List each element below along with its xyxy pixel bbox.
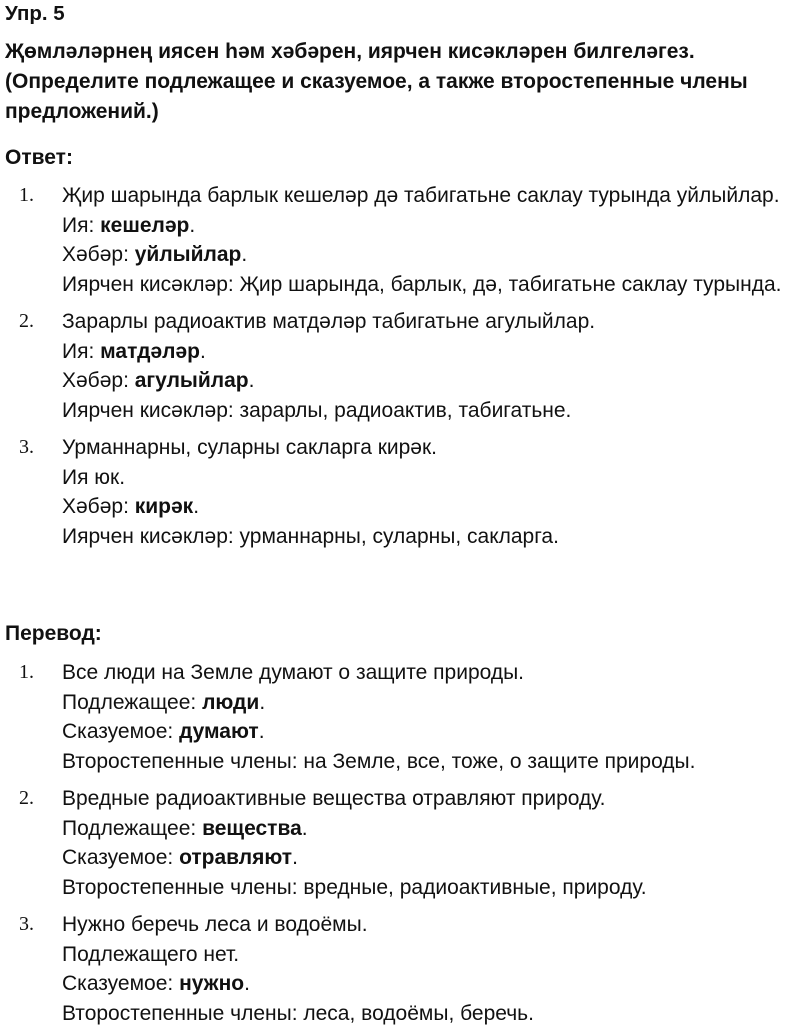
item-subject: Ия: матдәләр. (62, 339, 206, 363)
answer-item (5, 181, 800, 299)
translation-item (5, 910, 800, 1028)
translation-heading: Перевод: (5, 622, 102, 645)
item-subject: Ия: кешеләр. (62, 213, 196, 237)
item-subject: Подлежащее: вещества. (62, 816, 308, 840)
item-secondary-members: Второстепенные члены: на Земле, все, тоже, о защите природы. (62, 749, 696, 773)
item-predicate: Хәбәр: агулыйлар. (62, 369, 255, 392)
item-secondary-members: Иярчен кисәкләр: Җир шарында, барлык, дә, табигатьне саклау турында. (62, 272, 782, 296)
item-subject: Ия юк. (62, 465, 126, 489)
item-predicate: Сказуемое: думают. (62, 720, 265, 743)
item-predicate: Хәбәр: кирәк. (62, 495, 200, 518)
item-sentence: Урманнарны, суларны сакларга кирәк. (62, 436, 438, 459)
item-predicate: Сказуемое: отравляют. (62, 846, 298, 869)
item-sentence: Җир шарында барлык кешеләр дә табигатьне саклау турында уйлыйлар. (62, 184, 780, 207)
item-subject: Подлежащее: люди. (62, 690, 266, 714)
item-subject: Подлежащего нет. (62, 942, 240, 966)
item-number: 3. (19, 436, 34, 458)
answer-item (5, 307, 800, 425)
item-sentence: Зарарлы радиоактив матдәләр табигатьне агулыйлар. (62, 310, 596, 333)
task-russian: (Определите подлежащее и сказуемое, а также второстепенные члены предложений.) (5, 70, 748, 123)
item-secondary-members: Иярчен кисәкләр: урманнарны, суларны, сакларга. (62, 524, 559, 548)
item-sentence: Вредные радиоактивные вещества отравляют природу. (62, 787, 606, 810)
translation-item (5, 784, 800, 902)
item-number: 2. (19, 310, 34, 332)
task-statement (5, 37, 800, 127)
item-number: 1. (19, 661, 34, 683)
task-tatar: Җөмләләрнең иясен һәм хәбәрен, иярчен кисәкләрен билгеләгез. (5, 40, 695, 63)
exercise-title: Упр. 5 (5, 2, 65, 25)
item-secondary-members: Второстепенные члены: леса, водоёмы, беречь. (62, 1001, 534, 1025)
item-number: 2. (19, 787, 34, 809)
answer-heading: Ответ: (5, 146, 73, 169)
answer-list (5, 181, 800, 559)
item-number: 1. (19, 184, 34, 206)
item-predicate: Сказуемое: нужно. (62, 972, 250, 995)
item-sentence: Нужно беречь леса и водоёмы. (62, 913, 368, 936)
item-secondary-members: Иярчен кисәкләр: зарарлы, радиоактив, табигатьне. (62, 398, 572, 422)
item-sentence: Все люди на Земле думают о защите природы. (62, 661, 525, 684)
item-secondary-members: Второстепенные члены: вредные, радиоактивные, природу. (62, 875, 647, 899)
item-number: 3. (19, 913, 34, 935)
item-predicate: Хәбәр: уйлыйлар. (62, 243, 248, 266)
answer-item (5, 433, 800, 551)
translation-item (5, 658, 800, 776)
translation-list (5, 658, 800, 1036)
